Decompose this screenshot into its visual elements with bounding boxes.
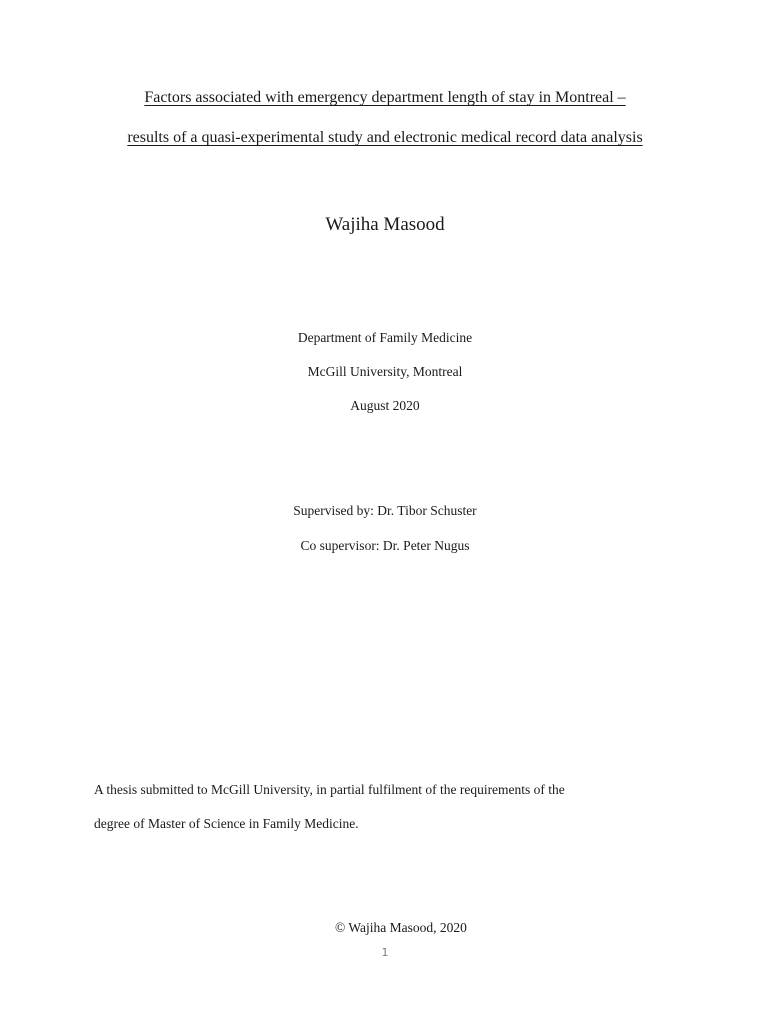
supervisor-line: Supervised by: Dr. Tibor Schuster bbox=[293, 503, 477, 518]
thesis-title-line-2: results of a quasi-experimental study and electronic medical record data analysis bbox=[127, 129, 643, 146]
co-supervisor-line: Co supervisor: Dr. Peter Nugus bbox=[300, 538, 470, 553]
submission-date: August 2020 bbox=[350, 398, 420, 413]
thesis-title-line-1: Factors associated with emergency department length of stay in Montreal – bbox=[144, 89, 626, 106]
department-name: Department of Family Medicine bbox=[297, 330, 473, 345]
institution-name: McGill University, Montreal bbox=[307, 364, 463, 379]
thesis-statement-line-2: degree of Master of Science in Family Medicine. bbox=[94, 816, 359, 831]
page-number: 1 bbox=[381, 946, 389, 959]
thesis-statement-line-1: A thesis submitted to McGill University, in partial fulfilment of the requirements of the bbox=[94, 782, 565, 797]
copyright-notice: © Wajiha Masood, 2020 bbox=[335, 920, 467, 935]
author-name: Wajiha Masood bbox=[325, 214, 445, 235]
